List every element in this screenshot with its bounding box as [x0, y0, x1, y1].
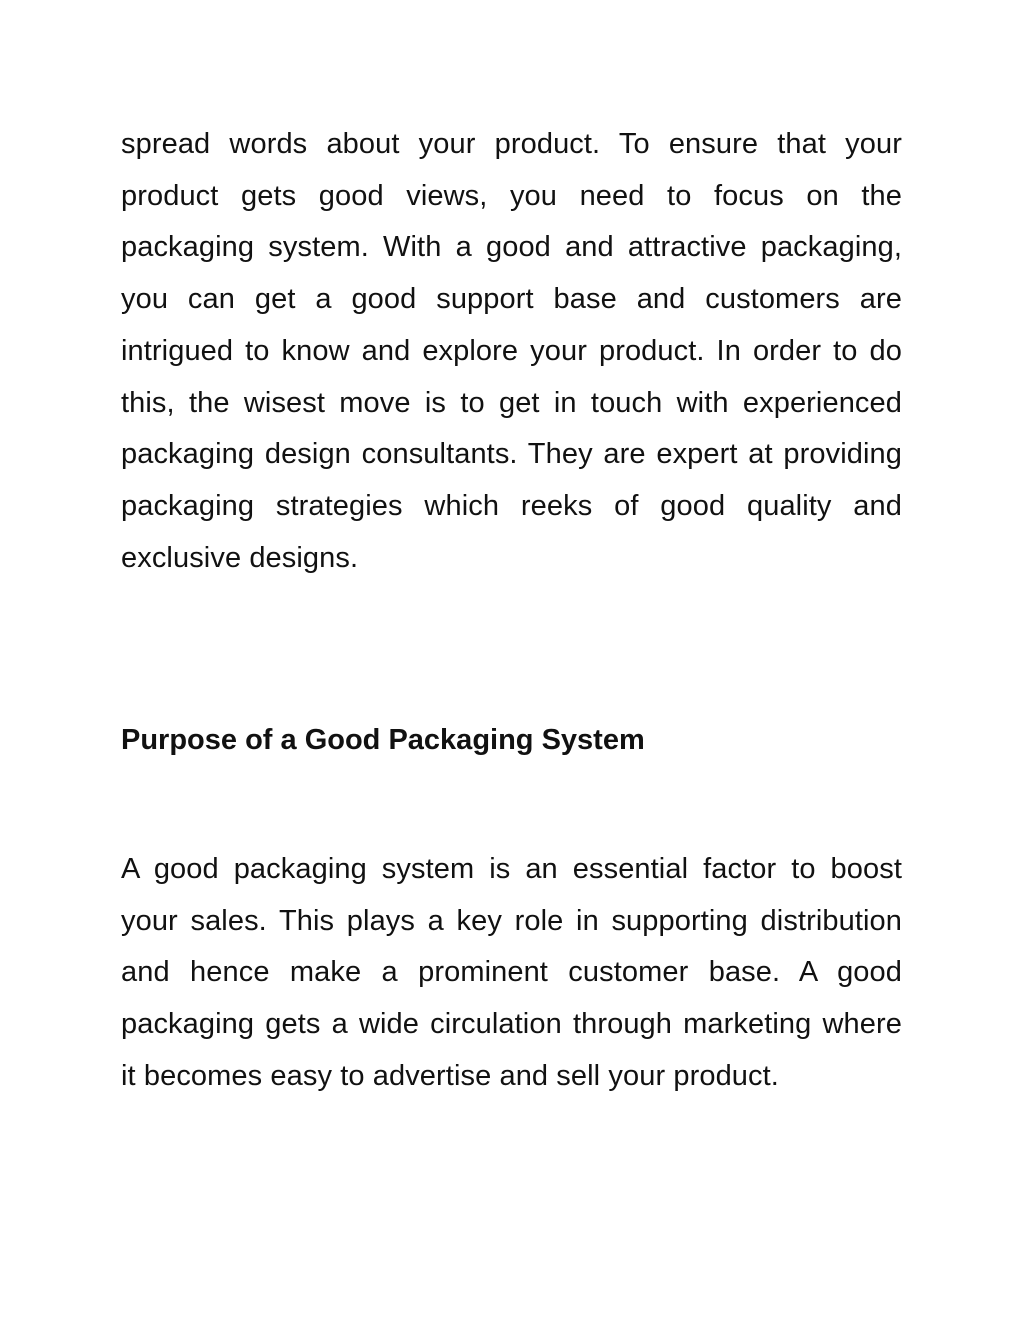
body-paragraph: spread words about your product. To ensure that your product gets good views, you need to focus on the packaging system. With a good and attractive packaging, you can get a good support base and customers are intrigued to know and explore your product. In order to do this, the wisest move is to get in touch with experienced packaging design consultants. They are expert at providing packaging strategies which reeks of good quality and exclusive designs. [121, 128, 902, 574]
body-paragraph: A good packaging system is an essential factor to boost your sales. This plays a key role in supporting distribution and hence make a prominent customer base. A good packaging gets a wide circulation through marketing where it becomes easy to advertise and sell your product. [121, 853, 902, 1092]
section-heading: Purpose of a Good Packaging System [121, 724, 645, 756]
